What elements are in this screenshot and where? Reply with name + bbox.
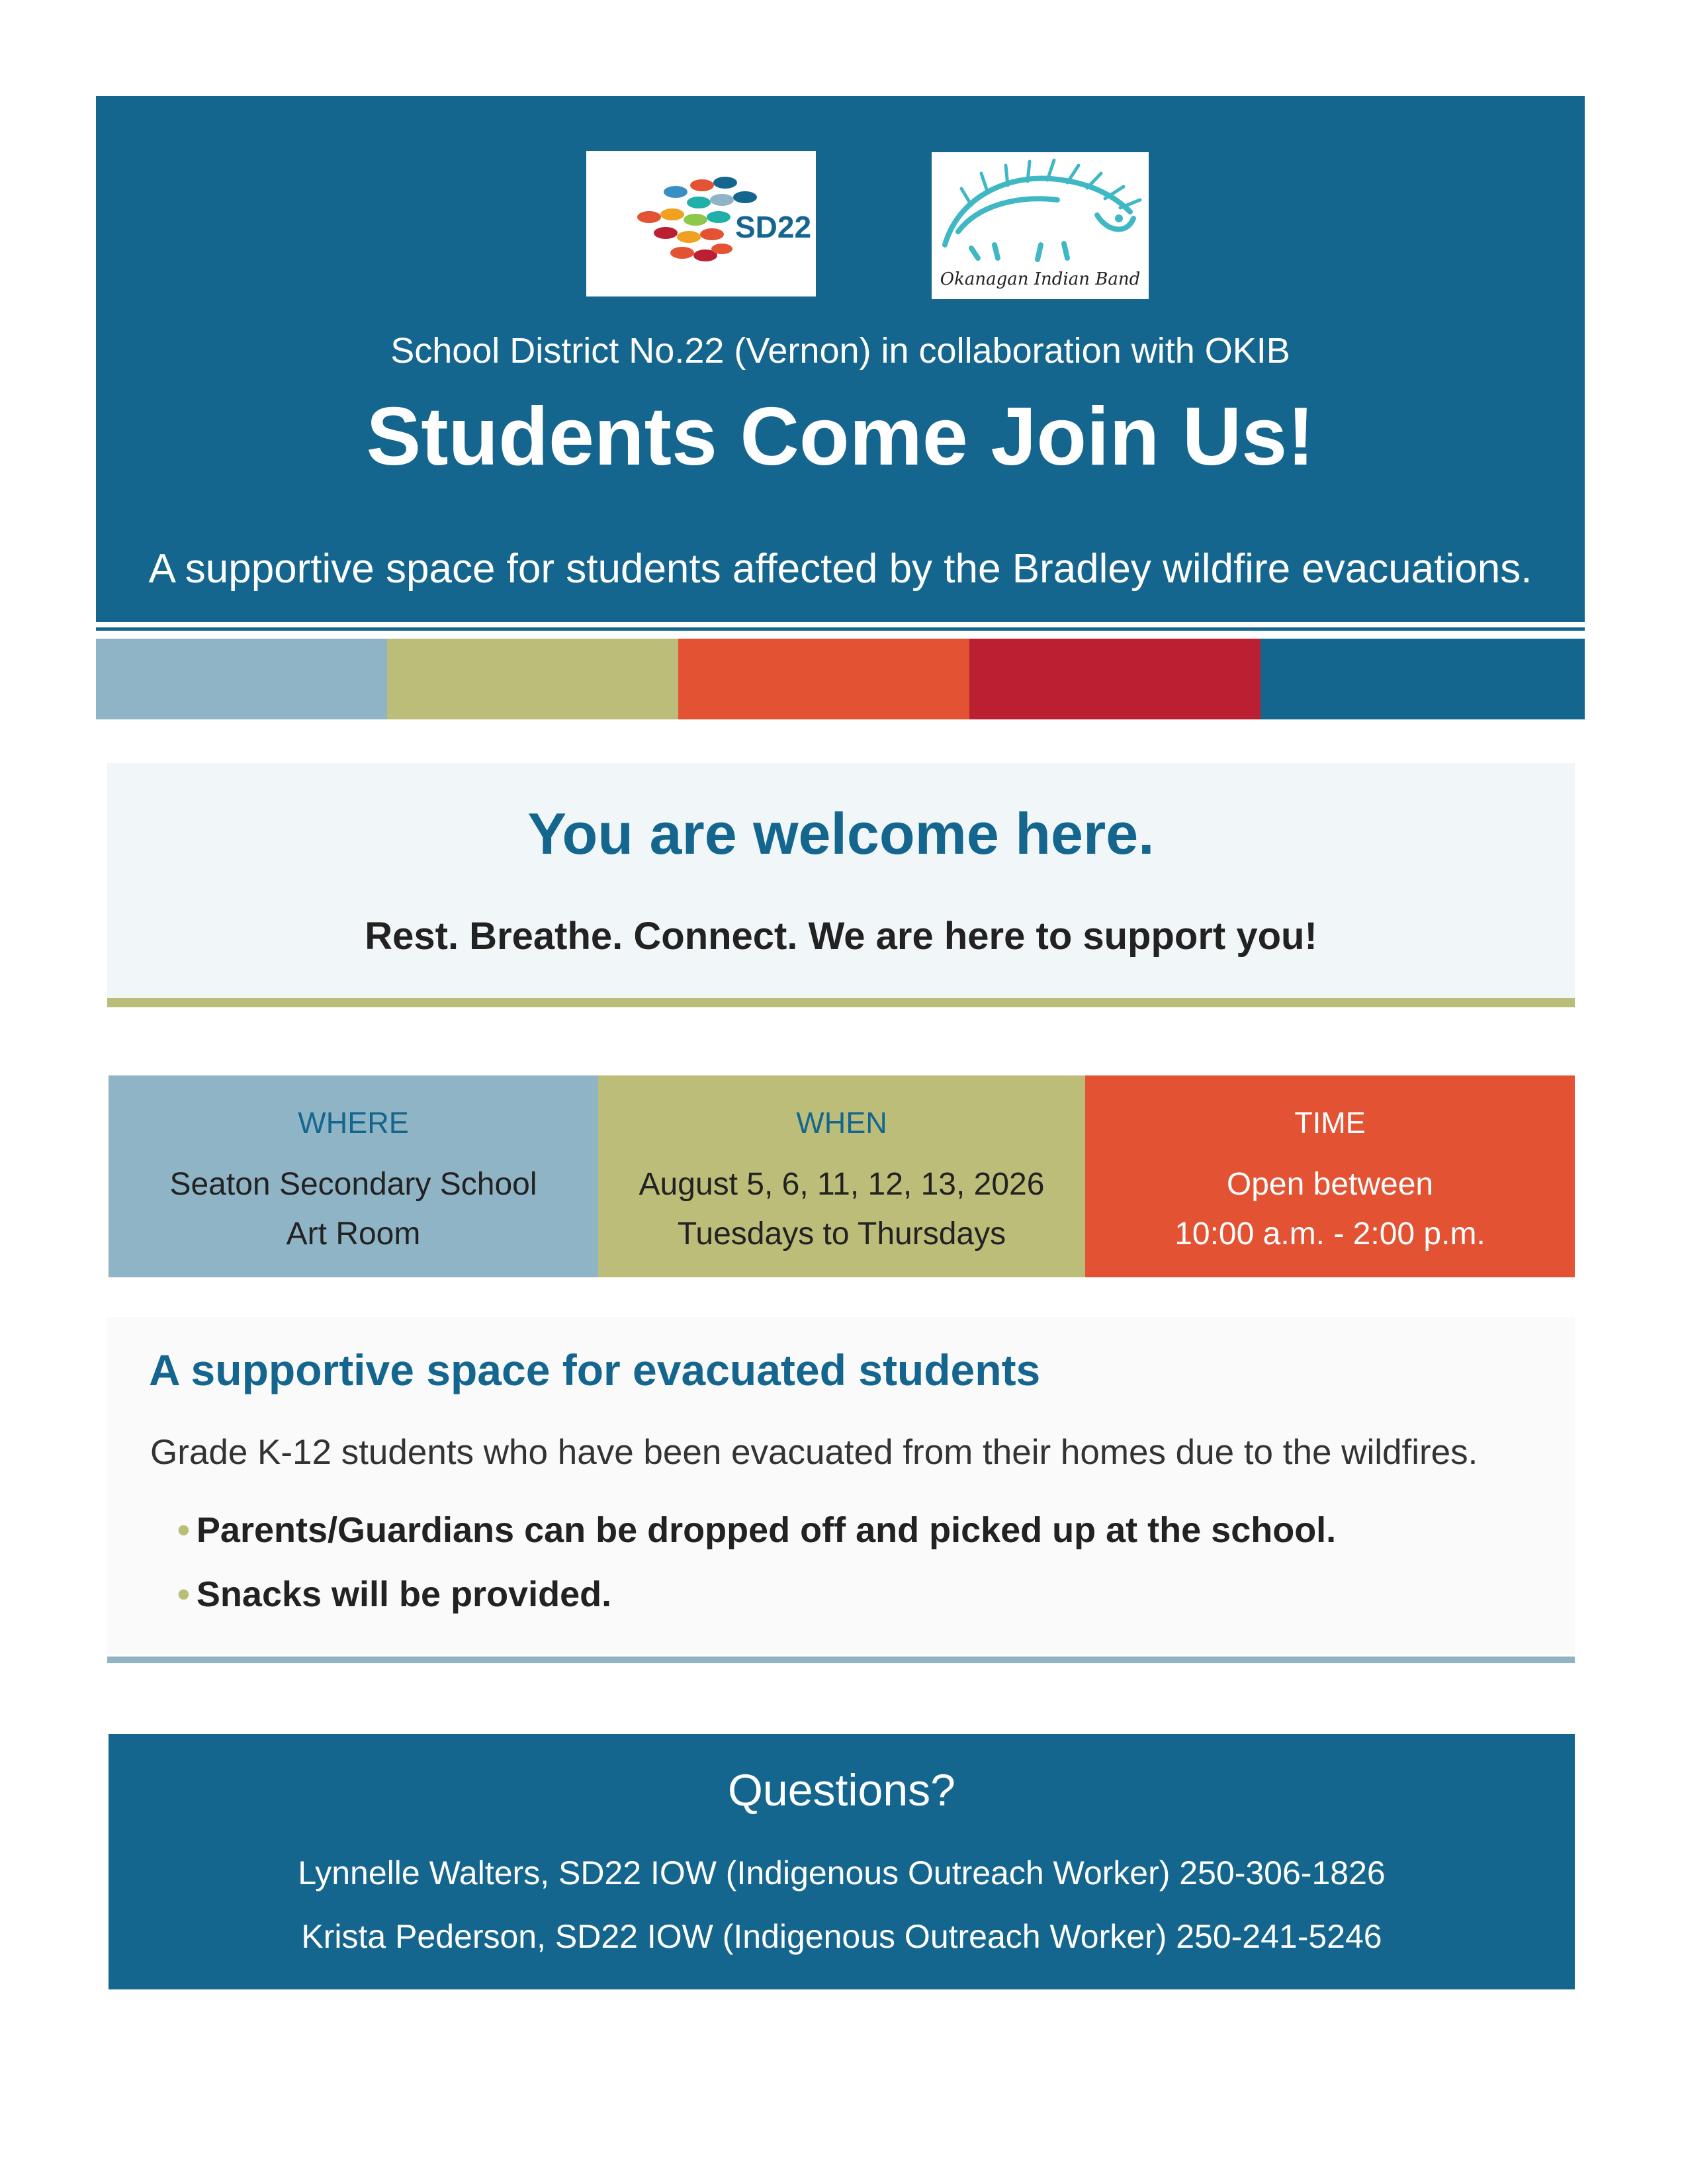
time-line-1: Open between: [1226, 1167, 1434, 1202]
support-description: Grade K-12 students who have been evacuated from their homes due to the wildfires.: [150, 1433, 1478, 1472]
bullet-dot-icon: •: [177, 1510, 190, 1550]
support-title: A supportive space for evacuated students: [149, 1345, 1041, 1394]
welcome-divider: [107, 998, 1575, 1007]
color-swatch-orange: [678, 639, 969, 719]
when-line-2: Tuesdays to Thursdays: [677, 1216, 1006, 1251]
porcupine-logo-icon: [932, 152, 1149, 268]
list-item: [177, 1569, 611, 1619]
color-swatch-olive: [387, 639, 678, 719]
color-swatch-red: [969, 639, 1261, 719]
time-label: TIME: [1294, 1106, 1366, 1140]
time-line-2: 10:00 a.m. - 2:00 p.m.: [1174, 1216, 1485, 1251]
welcome-title: You are welcome here.: [527, 801, 1155, 866]
where-column: [109, 1075, 598, 1277]
okib-logo-text: Okanagan Indian Band: [940, 269, 1141, 289]
page-title: Students Come Join Us!: [366, 391, 1315, 482]
list-item: [177, 1505, 1336, 1555]
contact-line: Lynnelle Walters, SD22 IOW (Indigenous Outreach Worker) 250-306-1826: [298, 1854, 1386, 1891]
welcome-subtitle: Rest. Breathe. Connect. We are here to support you!: [365, 915, 1317, 958]
list-item-text: Snacks will be provided.: [196, 1574, 612, 1614]
support-divider: [107, 1657, 1575, 1663]
where-line-1: Seaton Secondary School: [169, 1167, 537, 1202]
list-item-text: Parents/Guardians can be dropped off and picked up at the school.: [196, 1510, 1337, 1550]
when-line-1: August 5, 6, 11, 12, 13, 2026: [639, 1167, 1045, 1202]
where-line-2: Art Room: [286, 1216, 421, 1251]
header-divider: [96, 627, 1585, 631]
sd22-logo-text: SD22: [735, 210, 812, 244]
when-label: WHEN: [796, 1106, 887, 1140]
questions-title: Questions?: [728, 1765, 955, 1815]
color-band: [96, 639, 1585, 719]
contact-line: Krista Pederson, SD22 IOW (Indigenous Outreach Worker) 250-241-5246: [301, 1918, 1382, 1955]
header-tagline: A supportive space for students affected by the Bradley wildfire evacuations.: [148, 546, 1532, 592]
time-column: [1085, 1075, 1575, 1277]
when-column: [598, 1075, 1085, 1277]
bullet-dot-icon: •: [177, 1574, 190, 1614]
color-swatch-light-blue: [96, 639, 387, 719]
where-label: WHERE: [298, 1106, 409, 1140]
sd22-logo: [586, 151, 816, 296]
header-subtitle: School District No.22 (Vernon) in collaboration with OKIB: [390, 331, 1290, 371]
color-swatch-blue: [1261, 639, 1585, 719]
